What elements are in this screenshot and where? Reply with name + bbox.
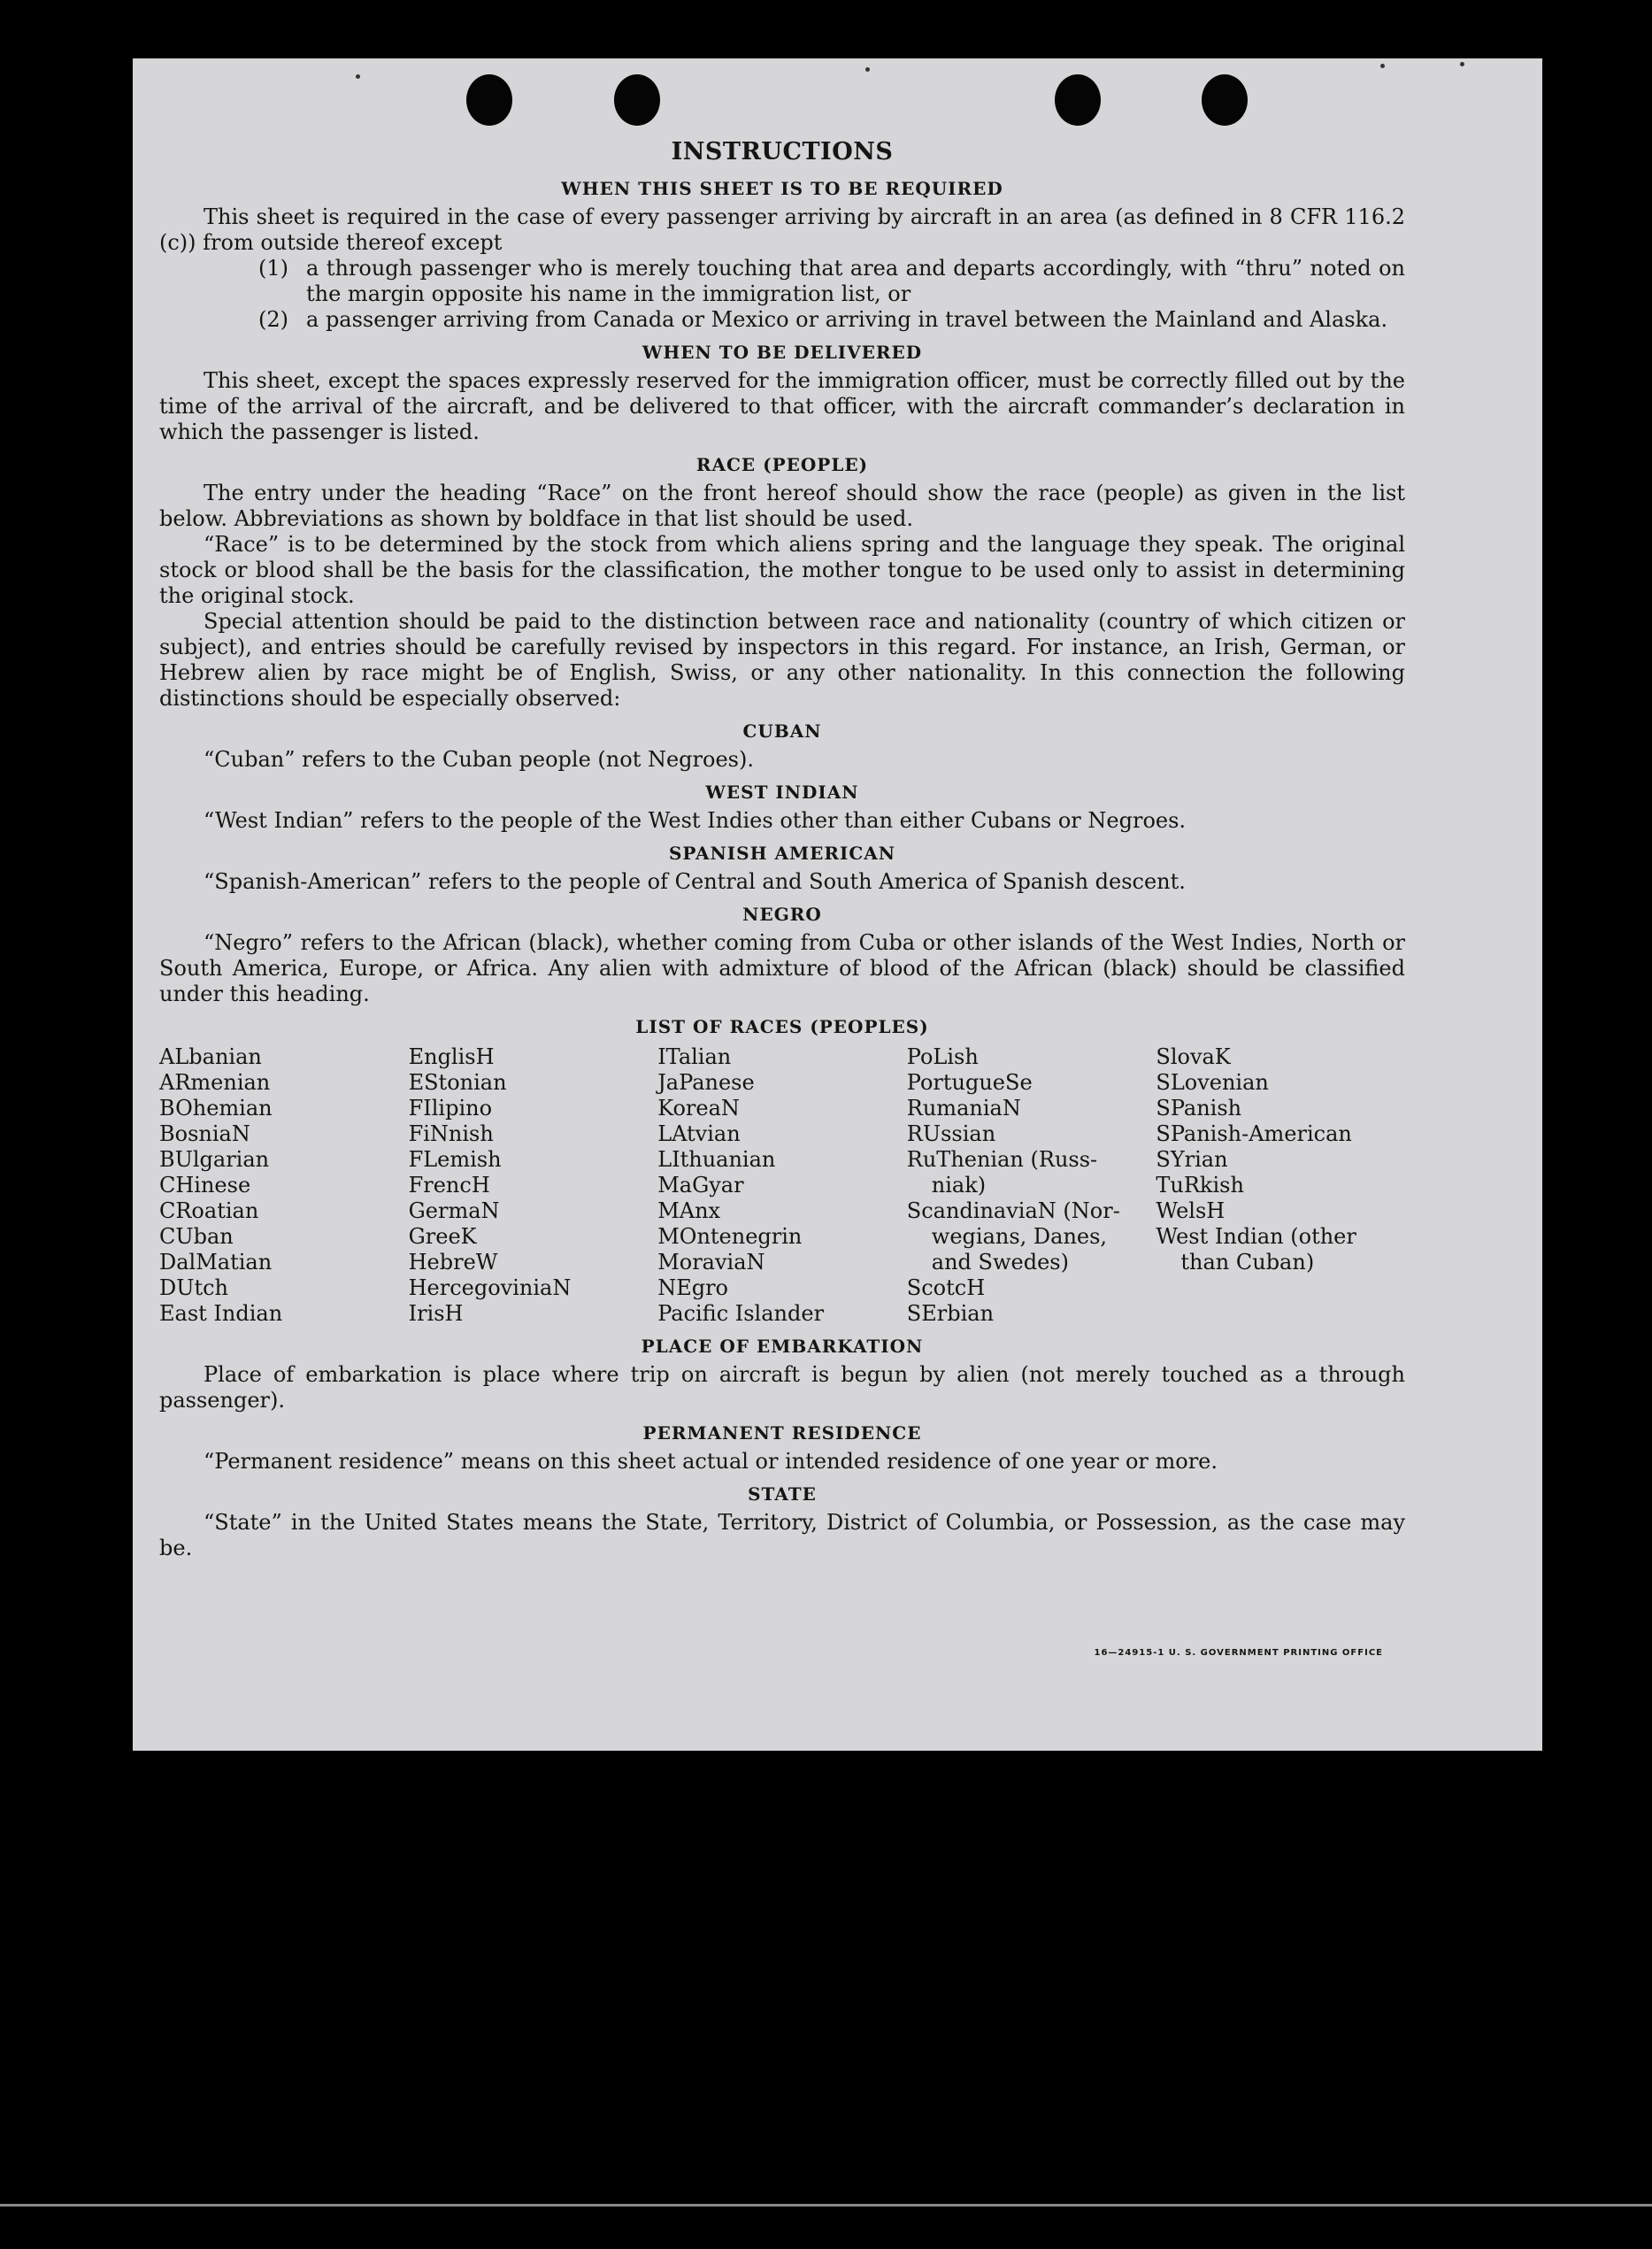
race-entry: EStonian	[408, 1070, 507, 1095]
race-entry: KoreaN	[657, 1096, 740, 1121]
race-entry: DUtch	[159, 1275, 229, 1300]
races-column	[907, 1044, 1156, 1327]
race-entry: FLemish	[408, 1147, 502, 1172]
paragraph: “Race” is to be determined by the stock from which aliens spring and the language they speak. The original stock or blood shall be the basis for the classification, the mother tongue to be used only to assist in determining the original stock.	[159, 532, 1405, 608]
paragraph: Place of embarkation is place where trip on aircraft is begun by alien (not merely touched as a through passenger).	[159, 1362, 1405, 1413]
race-entry: BUlgarian	[159, 1147, 270, 1172]
race-entry: PoLish	[906, 1044, 979, 1069]
document-sheet	[133, 58, 1542, 1751]
speck	[1380, 64, 1385, 68]
punch-hole	[1055, 74, 1101, 126]
race-entry: HebreW	[408, 1250, 498, 1275]
paragraph: This sheet is required in the case of every passenger arriving by aircraft in an area (as defined in 8 CFR 116.2 (c)) from outside thereof except	[159, 204, 1405, 255]
races-column	[409, 1044, 658, 1327]
race-entry: West Indian (other	[1156, 1224, 1356, 1249]
race-entry: EnglisH	[408, 1044, 495, 1069]
punch-hole	[614, 74, 660, 126]
section-heading: NEGRO	[742, 904, 822, 925]
race-entry: IrisH	[408, 1301, 464, 1326]
races-column	[159, 1044, 409, 1327]
race-entry: WelsH	[1156, 1198, 1226, 1223]
section-heading: CUBAN	[742, 720, 822, 742]
printer-imprint: 16—24915-1 U. S. GOVERNMENT PRINTING OFFICE	[1094, 1648, 1383, 1658]
race-entry: ITalian	[657, 1044, 732, 1069]
speck	[865, 67, 870, 72]
race-entry: SlovaK	[1156, 1044, 1231, 1069]
section-heading: SPANISH AMERICAN	[668, 843, 896, 864]
race-entry: MoraviaN	[657, 1250, 765, 1275]
race-entry: LIthuanian	[657, 1147, 776, 1172]
item-number: (1)	[258, 256, 288, 281]
paragraph: “Negro” refers to the African (black), whether coming from Cuba or other islands of the West Indies, North or South America, Europe, or Africa. Any alien with admixture of blood of the African (black) should be classified under this heading.	[159, 930, 1405, 1006]
race-entry: RUssian	[906, 1121, 996, 1146]
speck	[1460, 62, 1464, 66]
section-heading: WHEN THIS SHEET IS TO BE REQUIRED	[561, 178, 1003, 199]
paragraph: “Cuban” refers to the Cuban people (not Negroes).	[204, 747, 754, 772]
race-entry: MAnx	[657, 1198, 721, 1223]
race-entry: FiNnish	[408, 1121, 494, 1146]
race-entry: PortugueSe	[906, 1070, 1033, 1095]
punch-hole	[1202, 74, 1248, 126]
race-entry: HercegoviniaN	[408, 1275, 572, 1300]
race-entry: FrencH	[408, 1173, 490, 1198]
race-entry: GreeK	[408, 1224, 477, 1249]
race-entry: SYrian	[1156, 1147, 1228, 1172]
race-entry: ARmenian	[159, 1070, 271, 1095]
speck	[356, 74, 360, 79]
race-entry: niak)	[931, 1173, 987, 1198]
race-entry: ScandinaviaN (Nor-	[906, 1198, 1120, 1223]
race-entry: BosniaN	[159, 1121, 250, 1146]
race-entry: wegians, Danes,	[931, 1224, 1108, 1249]
race-entry: ALbanian	[159, 1044, 262, 1069]
race-entry: SPanish	[1156, 1096, 1242, 1121]
race-entry: SErbian	[906, 1301, 995, 1326]
race-entry: TuRkish	[1156, 1173, 1244, 1198]
race-entry: NEgro	[657, 1275, 728, 1300]
race-entry: RuThenian (Russ-	[906, 1147, 1098, 1172]
page-title: INSTRUCTIONS	[671, 138, 894, 166]
paragraph: Special attention should be paid to the distinction between race and nationality (country of which citizen or subject), and entries should be carefully revised by inspectors in this regard. For instance, an Irish, German, or Hebrew alien by race might be of English, Swiss, or any other nationality. In this connection the following distinctions should be especially observed:	[159, 609, 1405, 711]
list-item	[159, 256, 1405, 307]
race-entry: than Cuban)	[1180, 1250, 1315, 1275]
races-column	[1156, 1044, 1405, 1327]
paragraph: “Permanent residence” means on this sheet actual or intended residence of one year or more.	[204, 1449, 1218, 1474]
races-column	[657, 1044, 907, 1327]
race-entry: DalMatian	[159, 1250, 273, 1275]
item-text: a passenger arriving from Canada or Mexico or arriving in travel between the Mainland and Alaska.	[306, 307, 1388, 332]
race-entry: FIlipino	[408, 1096, 493, 1121]
section-heading: RACE (PEOPLE)	[695, 454, 869, 475]
section-heading: PLACE OF EMBARKATION	[641, 1336, 924, 1357]
list-item	[159, 307, 1405, 333]
paragraph: “State” in the United States means the State, Territory, District of Columbia, or Possession, as the case may be.	[159, 1510, 1405, 1560]
paragraph: The entry under the heading “Race” on the front hereof should show the race (people) as given in the list below. Abbreviations as shown by boldface in that list should be used.	[159, 481, 1405, 531]
race-entry: East Indian	[159, 1301, 283, 1326]
section-heading: STATE	[748, 1483, 817, 1505]
punch-hole	[466, 74, 512, 126]
section-heading: WEST INDIAN	[705, 782, 859, 803]
race-entry: and Swedes)	[931, 1250, 1069, 1275]
race-entry: GermaN	[408, 1198, 500, 1223]
races-list	[159, 1044, 1405, 1327]
race-entry: RumaniaN	[906, 1096, 1021, 1121]
race-entry: MOntenegrin	[657, 1224, 803, 1249]
race-entry: JaPanese	[657, 1070, 755, 1095]
paragraph: This sheet, except the spaces expressly reserved for the immigration officer, must be correctly filled out by the time of the arrival of the aircraft, and be delivered to that officer, with the aircraft commander’s declaration in which the passenger is listed.	[159, 368, 1405, 444]
item-number: (2)	[258, 307, 288, 332]
race-entry: BOhemian	[159, 1096, 273, 1121]
race-entry: CRoatian	[159, 1198, 259, 1223]
scan-edge-line	[0, 2204, 1652, 2207]
race-entry: MaGyar	[657, 1173, 744, 1198]
section-heading: LIST OF RACES (PEOPLES)	[635, 1016, 929, 1037]
item-text: a through passenger who is merely touching that area and departs accordingly, with “thru” noted on the margin opposite his name in the immigration list, or	[306, 256, 1405, 306]
race-entry: LAtvian	[657, 1121, 741, 1146]
race-entry: Pacific Islander	[657, 1301, 825, 1326]
paragraph: “Spanish-American” refers to the people of Central and South America of Spanish descent.	[204, 869, 1186, 894]
section-heading: WHEN TO BE DELIVERED	[642, 342, 923, 363]
race-entry: SPanish-American	[1156, 1121, 1352, 1146]
section-heading: PERMANENT RESIDENCE	[642, 1422, 922, 1444]
race-entry: ScotcH	[906, 1275, 986, 1300]
race-entry: SLovenian	[1156, 1070, 1269, 1095]
race-entry: CHinese	[159, 1173, 251, 1198]
paragraph: “West Indian” refers to the people of the West Indies other than either Cubans or Negroes.	[204, 808, 1187, 833]
race-entry: CUban	[159, 1224, 234, 1249]
